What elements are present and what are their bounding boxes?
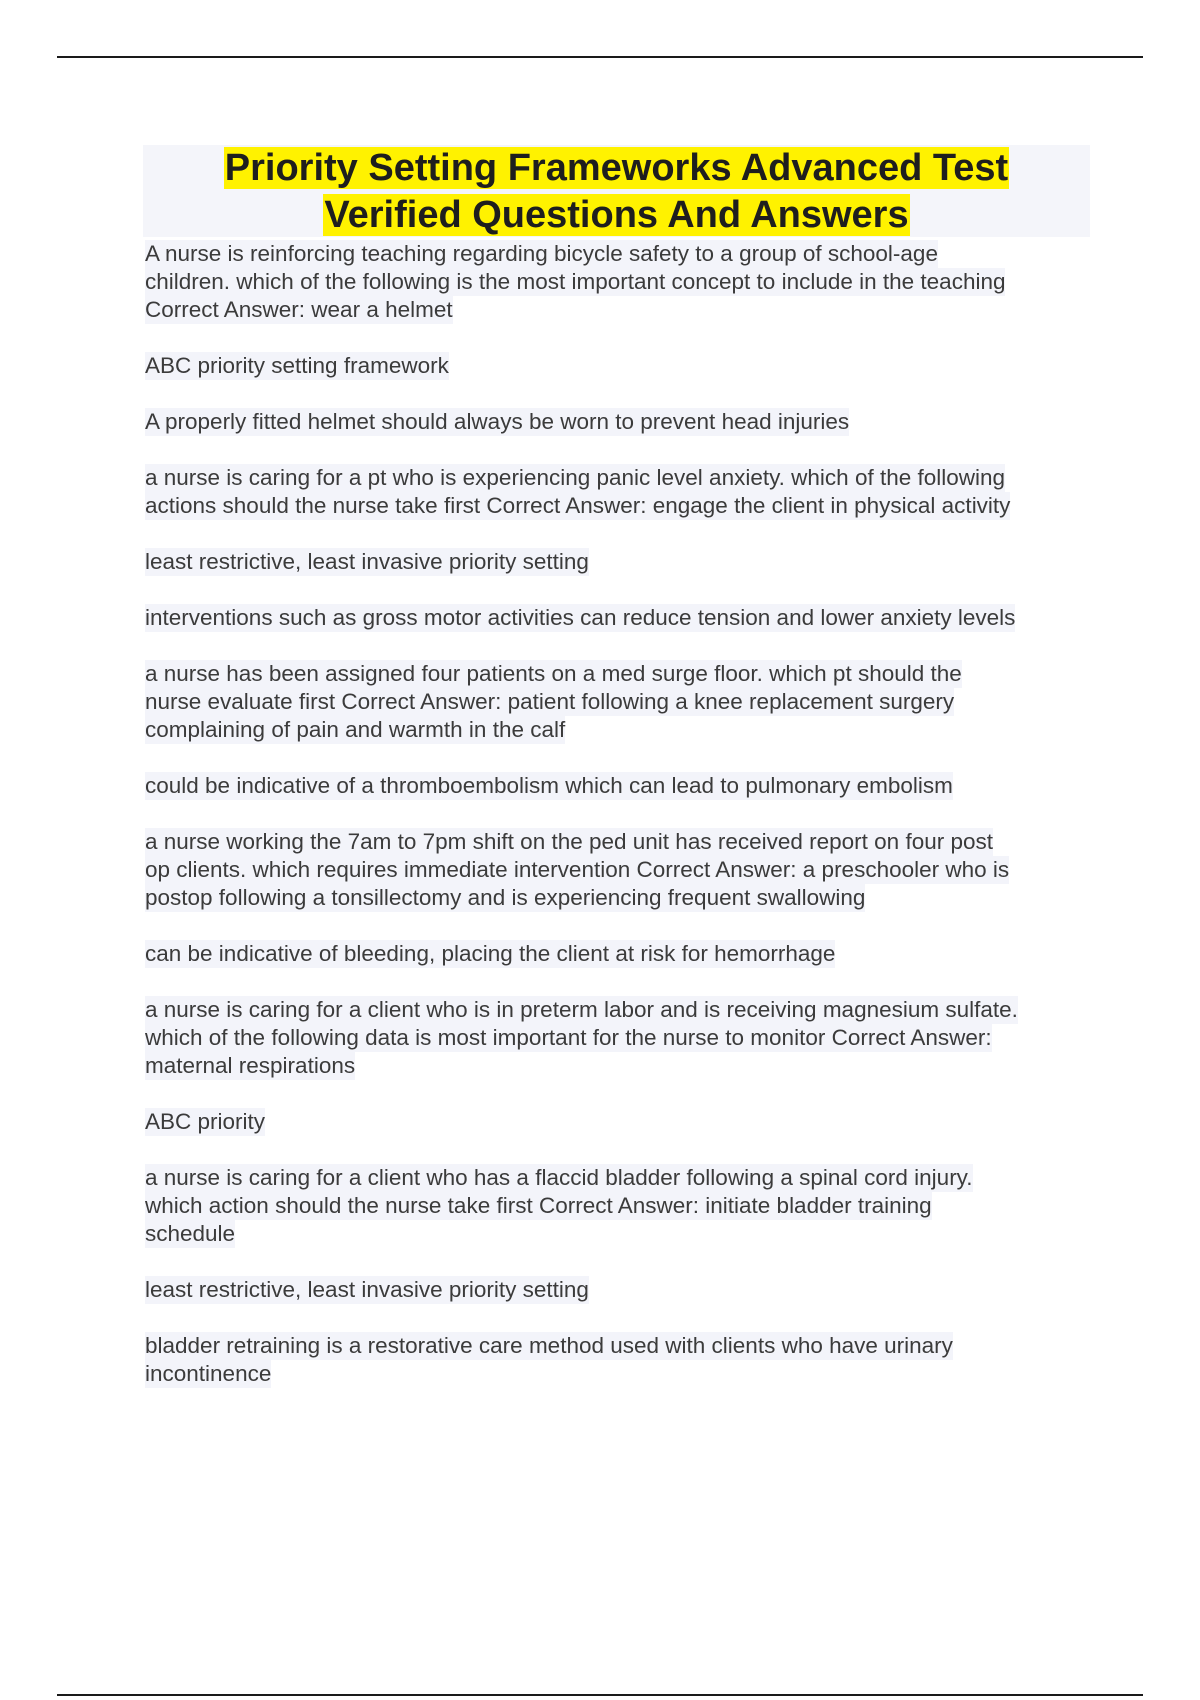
paragraph-line: a nurse is caring for a client who has a flaccid bladder following a spinal cord injury. xyxy=(145,1165,973,1190)
paragraph-line: op clients. which requires immediate intervention Correct Answer: a preschooler who is xyxy=(145,857,1010,882)
paragraph-line: a nurse is caring for a client who is in preterm labor and is receiving magnesium sulfate. xyxy=(145,997,1018,1022)
paragraph-line: least restrictive, least invasive priority setting xyxy=(145,549,589,574)
paragraph xyxy=(145,548,1095,576)
paragraph-line: which of the following data is most important for the nurse to monitor Correct Answer: xyxy=(145,1025,992,1050)
paragraph-line: could be indicative of a thromboembolism which can lead to pulmonary embolism xyxy=(145,773,953,798)
paragraph-line: a nurse has been assigned four patients on a med surge floor. which pt should the xyxy=(145,661,962,686)
paragraph-line: can be indicative of bleeding, placing the client at risk for hemorrhage xyxy=(145,941,836,966)
paragraph-line: children. which of the following is the most important concept to include in the teaching xyxy=(145,269,1006,294)
paragraph-line: maternal respirations xyxy=(145,1053,356,1078)
paragraph-line: postop following a tonsillectomy and is experiencing frequent swallowing xyxy=(145,885,866,910)
bottom-rule xyxy=(57,1694,1143,1696)
paragraph-line: schedule xyxy=(145,1221,236,1246)
paragraph-line: actions should the nurse take first Correct Answer: engage the client in physical activity xyxy=(145,493,1011,518)
paragraph-line: interventions such as gross motor activities can reduce tension and lower anxiety levels xyxy=(145,605,1016,630)
paragraph xyxy=(145,352,1095,380)
paragraph xyxy=(145,996,1095,1080)
paragraph-line: complaining of pain and warmth in the calf xyxy=(145,717,566,742)
paragraph xyxy=(145,1164,1095,1248)
paragraph-line: bladder retraining is a restorative care method used with clients who have urinary xyxy=(145,1333,953,1358)
paragraph-line: which action should the nurse take first Correct Answer: initiate bladder training xyxy=(145,1193,932,1218)
paragraph xyxy=(145,240,1095,324)
paragraph-line: ABC priority setting framework xyxy=(145,353,449,378)
paragraph-line: a nurse is caring for a pt who is experiencing panic level anxiety. which of the following xyxy=(145,465,1006,490)
title-line-1: Priority Setting Frameworks Advanced Test xyxy=(224,147,1009,189)
title-line-2: Verified Questions And Answers xyxy=(324,194,909,236)
paragraph xyxy=(145,464,1095,520)
paragraph-line: least restrictive, least invasive priority setting xyxy=(145,1277,589,1302)
paragraph xyxy=(145,1276,1095,1304)
paragraph xyxy=(145,1108,1095,1136)
paragraph xyxy=(145,660,1095,744)
top-rule xyxy=(57,56,1143,58)
paragraph-line: ABC priority xyxy=(145,1109,266,1134)
paragraph-line: Correct Answer: wear a helmet xyxy=(145,297,453,322)
document-body xyxy=(145,240,1095,1416)
paragraph-line: A properly fitted helmet should always be worn to prevent head injuries xyxy=(145,409,850,434)
paragraph xyxy=(145,604,1095,632)
paragraph-line: incontinence xyxy=(145,1361,272,1386)
paragraph xyxy=(145,828,1095,912)
paragraph-line: nurse evaluate first Correct Answer: patient following a knee replacement surgery xyxy=(145,689,955,714)
paragraph xyxy=(145,772,1095,800)
paragraph xyxy=(145,408,1095,436)
paragraph-line: a nurse working the 7am to 7pm shift on the ped unit has received report on four post xyxy=(145,829,993,854)
document-title xyxy=(143,145,1090,237)
paragraph-line: A nurse is reinforcing teaching regarding bicycle safety to a group of school-age xyxy=(145,241,938,266)
paragraph xyxy=(145,940,1095,968)
paragraph xyxy=(145,1332,1095,1388)
